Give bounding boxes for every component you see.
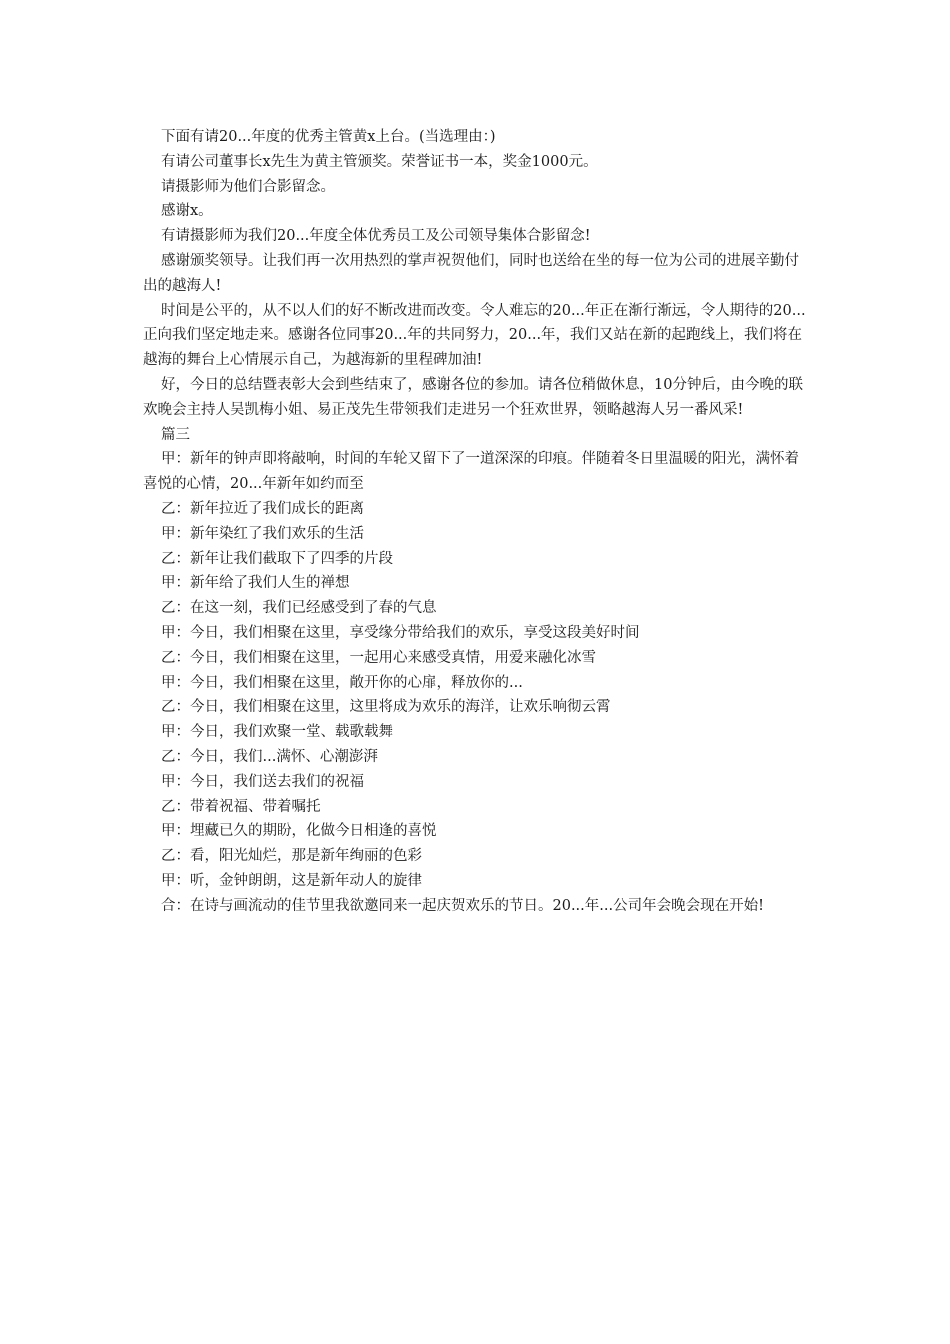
dialogue-line: 甲：今日，我们相聚在这里，享受缘分带给我们的欢乐，享受这段美好时间 [161,624,640,641]
dialogue-line: 甲：今日，我们送去我们的祝福 [161,773,364,790]
dialogue-line: 乙：带着祝福、带着嘱托 [161,798,321,815]
dialogue-line: 甲：新年染红了我们欢乐的生活 [161,525,364,542]
dialogue-line: 甲：新年给了我们人生的禅想 [161,575,350,592]
paragraph-group-photo: 有请摄影师为我们20...年度全体优秀员工及公司领导集体合影留念! [161,228,591,245]
paragraph-award-announcement: 下面有请20...年度的优秀主管黄x上台。(当选理由：) [161,129,496,145]
dialogue-line-closing: 合：在诗与画流动的佳节里我欲邀同来一起庆贺欢乐的节日。20...年...公司年会晚会现在开始! [161,897,764,914]
paragraph-thanks: 感谢x。 [161,203,213,220]
dialogue-line: 乙：今日，我们相聚在这里，一起用心来感受真情，用爱来融化冰雪 [161,649,596,666]
section-heading: 篇三 [161,426,190,443]
dialogue-line: 乙：今日，我们...满怀、心潮澎湃 [161,748,378,765]
paragraph-photo-request: 请摄影师为他们合影留念。 [161,178,335,195]
dialogue-line: 乙：看，阳光灿烂，那是新年绚丽的色彩 [161,848,422,865]
dialogue-line: 甲：新年的钟声即将敲响，时间的车轮又留下了一道深深的印痕。伴随着冬日里温暖的阳光，满怀着喜悦的心情，20...年新年如约而至 [143,451,799,493]
paragraph-thank-leaders: 感谢颁奖领导。让我们再一次用热烈的掌声祝贺他们，同时也送给在坐的每一位为公司的进展辛勤付出的越海人! [143,252,799,294]
dialogue-line: 乙：在这一刻，我们已经感受到了春的气息 [161,600,437,617]
paragraph-time-is-fair: 时间是公平的，从不以人们的好不断改进而改变。令人难忘的20...年正在渐行渐远，令人期待的20...正向我们坚定地走来。感谢各位同事20...年的共同努力，20...年，我们又站在新的起跑线上，我们将在越海的舞台上心情展示自己，为越海新的里程碑加油! [143,302,806,369]
dialogue-line: 甲：今日，我们相聚在这里，敞开你的心扉，释放你的... [161,674,523,691]
paragraph-meeting-end: 好，今日的总结暨表彰大会到些结束了，感谢各位的参加。请各位稍做休息，10分钟后，由今晚的联欢晚会主持人吴凯梅小姐、易正茂先生带领我们走进另一个狂欢世界，领略越海人另一番风采! [143,376,803,418]
dialogue-line: 甲：听，金钟朗朗，这是新年动人的旋律 [161,872,422,889]
dialogue-line: 乙：新年让我们截取下了四季的片段 [161,550,393,567]
document-page [143,125,809,919]
dialogue-line: 甲：埋藏已久的期盼，化做今日相逢的喜悦 [161,823,437,840]
dialogue-line: 甲：今日，我们欢聚一堂、载歌载舞 [161,724,393,741]
dialogue-line: 乙：新年拉近了我们成长的距离 [161,500,364,517]
dialogue-line: 乙：今日，我们相聚在这里，这里将成为欢乐的海洋，让欢乐响彻云霄 [161,699,611,716]
paragraph-chairman-award: 有请公司董事长x先生为黄主管颁奖。荣誉证书一本，奖金1000元。 [161,153,598,170]
